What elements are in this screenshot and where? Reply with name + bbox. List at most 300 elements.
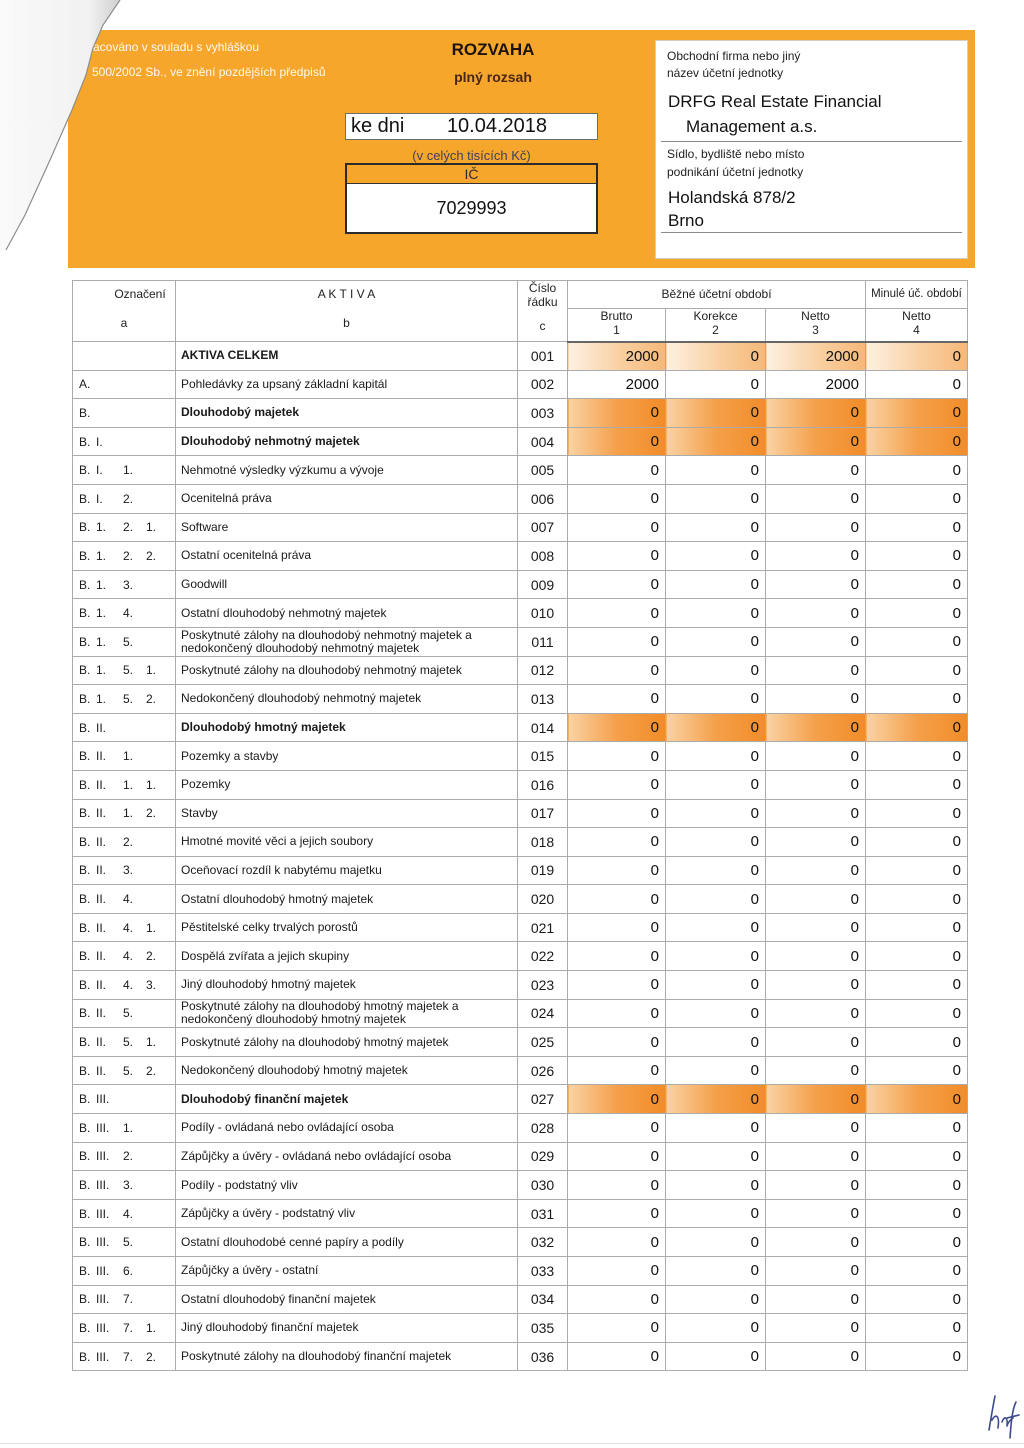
row-label: Zápůjčky a úvěry - ostatní — [176, 1257, 518, 1286]
value-netto: 0 — [766, 742, 866, 771]
row-code-part: III. — [96, 1092, 110, 1107]
value-netto: 0 — [766, 1228, 866, 1257]
row-code-part: III. — [96, 1292, 110, 1307]
value-korekce: 0 — [666, 627, 766, 656]
row-code-part: 1. — [96, 663, 107, 678]
table-row — [73, 1257, 968, 1286]
folded-corner — [0, 0, 130, 260]
value-brutto: 0 — [568, 1199, 666, 1228]
value-netto: 0 — [766, 942, 866, 971]
value-prior-netto: 0 — [866, 885, 968, 914]
table-row — [73, 427, 968, 456]
row-code-part: B. — [79, 1092, 91, 1107]
row-code-part: III. — [96, 1178, 110, 1193]
row-code — [73, 570, 176, 599]
value-korekce: 0 — [666, 1085, 766, 1114]
row-code — [73, 828, 176, 857]
row-label: Software — [176, 513, 518, 542]
row-code — [73, 370, 176, 399]
row-code-part: II. — [96, 920, 107, 935]
value-netto: 0 — [766, 1285, 866, 1314]
row-code-part: II. — [96, 977, 107, 992]
company-id-label: IČ — [347, 165, 596, 184]
address-line-1: Holandská 878/2 — [668, 188, 796, 207]
value-korekce: 0 — [666, 1257, 766, 1286]
korekce-header-label: Korekce — [693, 309, 738, 323]
row-code-part: B. — [79, 749, 91, 764]
value-netto: 0 — [766, 570, 866, 599]
value-korekce: 0 — [666, 370, 766, 399]
value-korekce: 0 — [666, 999, 766, 1028]
value-netto: 0 — [766, 1257, 866, 1286]
table-row — [73, 971, 968, 1000]
row-code — [73, 1228, 176, 1257]
row-label: Ostatní dlouhodobý hmotný majetek — [176, 885, 518, 914]
value-prior-netto: 0 — [866, 542, 968, 571]
value-prior-netto: 0 — [866, 713, 968, 742]
line-number-header-line-1: Číslo — [528, 281, 557, 295]
row-number: 024 — [518, 999, 568, 1028]
row-code-part: B. — [79, 1292, 91, 1307]
value-korekce: 0 — [666, 1342, 766, 1371]
value-brutto: 0 — [568, 513, 666, 542]
value-netto: 0 — [766, 427, 866, 456]
netto-header-label: Netto — [801, 309, 830, 323]
value-brutto: 0 — [568, 742, 666, 771]
row-code-part: 1. — [96, 606, 107, 621]
row-code — [73, 627, 176, 656]
row-code-part: 1. — [123, 1120, 134, 1135]
value-prior-netto: 0 — [866, 513, 968, 542]
line-number-header-line-2: řádku — [527, 295, 558, 309]
value-brutto: 0 — [568, 1114, 666, 1143]
row-code — [73, 1114, 176, 1143]
value-brutto: 0 — [568, 599, 666, 628]
row-code — [73, 713, 176, 742]
value-prior-netto: 0 — [866, 770, 968, 799]
divider — [661, 232, 962, 233]
row-code-part: B. — [79, 577, 91, 592]
row-code-part: III. — [96, 1235, 110, 1250]
table-row — [73, 1114, 968, 1143]
row-code-part: 3. — [146, 977, 157, 992]
row-label: Nedokončený dlouhodobý hmotný majetek — [176, 1056, 518, 1085]
row-code-part: 2. — [146, 1063, 157, 1078]
row-number: 004 — [518, 427, 568, 456]
row-code-part: 1. — [123, 463, 134, 478]
value-korekce: 0 — [666, 1314, 766, 1343]
row-code-part: II. — [96, 1035, 107, 1050]
date-label: ke dni — [351, 115, 405, 137]
row-number: 017 — [518, 799, 568, 828]
netto-column-number: 3 — [812, 323, 819, 337]
row-code-part: II. — [96, 834, 107, 849]
row-label: Dlouhodobý majetek — [176, 399, 518, 428]
row-code-part: 1. — [96, 520, 107, 535]
value-prior-netto: 0 — [866, 856, 968, 885]
value-prior-netto: 0 — [866, 570, 968, 599]
assets-header-label: A K T I V A — [317, 287, 376, 301]
row-code-part: II. — [96, 1006, 107, 1021]
row-code-part: 1. — [96, 634, 107, 649]
value-brutto: 0 — [568, 1056, 666, 1085]
row-code-part: B. — [79, 1178, 91, 1193]
row-code-part: III. — [96, 1320, 110, 1335]
row-code-part: 3. — [123, 1178, 134, 1193]
row-label: Pozemky — [176, 770, 518, 799]
row-code-part: B. — [79, 720, 91, 735]
row-number: 018 — [518, 828, 568, 857]
row-number: 010 — [518, 599, 568, 628]
row-label: Poskytnuté zálohy na dlouhodobý hmotný majetek a nedokončený dlouhodobý hmotný majetek — [176, 999, 518, 1028]
value-korekce: 0 — [666, 828, 766, 857]
balance-sheet-assets-table — [72, 280, 968, 1371]
legal-note-line-1: acováno v souladu s vyhláškou — [93, 40, 260, 54]
row-code-part: 7. — [123, 1292, 134, 1307]
prior-period-header: Minulé úč. období — [866, 281, 968, 309]
table-row — [73, 685, 968, 714]
row-code — [73, 1142, 176, 1171]
value-korekce: 0 — [666, 656, 766, 685]
row-code-part: B. — [79, 892, 91, 907]
value-korekce: 0 — [666, 971, 766, 1000]
row-code-part: 1. — [123, 777, 134, 792]
value-brutto: 2000 — [568, 342, 666, 371]
row-code-part: 6. — [123, 1263, 134, 1278]
row-label: Dospělá zvířata a jejich skupiny — [176, 942, 518, 971]
table-row — [73, 1228, 968, 1257]
value-netto: 0 — [766, 1314, 866, 1343]
row-number: 003 — [518, 399, 568, 428]
value-brutto: 0 — [568, 1285, 666, 1314]
value-netto: 0 — [766, 1199, 866, 1228]
row-code-part: B. — [79, 663, 91, 678]
firm-label-line-2: název účetní jednotky — [667, 66, 784, 80]
value-korekce: 0 — [666, 342, 766, 371]
row-code-part: I. — [96, 491, 103, 506]
value-brutto: 0 — [568, 570, 666, 599]
row-code-part: 1. — [146, 520, 157, 535]
value-netto: 0 — [766, 685, 866, 714]
value-prior-netto: 0 — [866, 742, 968, 771]
value-netto: 0 — [766, 399, 866, 428]
row-label: Nedokončený dlouhodobý nehmotný majetek — [176, 685, 518, 714]
row-code-part: B. — [79, 1263, 91, 1278]
row-number: 028 — [518, 1114, 568, 1143]
row-label: Poskytnuté zálohy na dlouhodobý finanční majetek — [176, 1342, 518, 1371]
row-code-part: 3. — [123, 577, 134, 592]
row-code-part: II. — [96, 863, 107, 878]
row-label: Dlouhodobý nehmotný majetek — [176, 427, 518, 456]
row-code-part: B. — [79, 1320, 91, 1335]
row-code — [73, 656, 176, 685]
row-code — [73, 1342, 176, 1371]
value-prior-netto: 0 — [866, 484, 968, 513]
value-netto: 0 — [766, 1114, 866, 1143]
value-netto: 0 — [766, 1056, 866, 1085]
value-korekce: 0 — [666, 1028, 766, 1057]
row-label: Pozemky a stavby — [176, 742, 518, 771]
prior-netto-header-label: Netto — [902, 309, 931, 323]
row-code — [73, 685, 176, 714]
korekce-header — [666, 309, 766, 342]
row-label: Poskytnuté zálohy na dlouhodobý hmotný majetek — [176, 1028, 518, 1057]
value-brutto: 0 — [568, 971, 666, 1000]
row-number: 036 — [518, 1342, 568, 1371]
value-korekce: 0 — [666, 484, 766, 513]
value-prior-netto: 0 — [866, 828, 968, 857]
row-code-part: B. — [79, 777, 91, 792]
table-row — [73, 1056, 968, 1085]
table-row — [73, 856, 968, 885]
row-code-part: A. — [79, 377, 91, 392]
row-number: 002 — [518, 370, 568, 399]
value-brutto: 0 — [568, 456, 666, 485]
value-brutto: 0 — [568, 1171, 666, 1200]
row-number: 029 — [518, 1142, 568, 1171]
entity-panel — [655, 40, 968, 259]
value-brutto: 0 — [568, 685, 666, 714]
row-code — [73, 942, 176, 971]
row-code-part: II. — [96, 949, 107, 964]
value-prior-netto: 0 — [866, 370, 968, 399]
row-code-part: B. — [79, 634, 91, 649]
value-prior-netto: 0 — [866, 1114, 968, 1143]
units-note: (v celých tisících Kč) — [412, 148, 531, 163]
value-prior-netto: 0 — [866, 971, 968, 1000]
value-netto: 0 — [766, 1171, 866, 1200]
row-number: 005 — [518, 456, 568, 485]
address-line-2: Brno — [668, 211, 704, 230]
row-number: 025 — [518, 1028, 568, 1057]
designation-column-letter: a — [120, 316, 128, 330]
row-code — [73, 1199, 176, 1228]
value-korekce: 0 — [666, 599, 766, 628]
value-prior-netto: 0 — [866, 627, 968, 656]
seat-label-line-2: podnikání účetní jednotky — [667, 165, 804, 179]
table-row — [73, 913, 968, 942]
row-number: 008 — [518, 542, 568, 571]
row-code-part: II. — [96, 892, 107, 907]
row-code — [73, 1056, 176, 1085]
value-korekce: 0 — [666, 1171, 766, 1200]
row-number: 032 — [518, 1228, 568, 1257]
row-code — [73, 913, 176, 942]
value-prior-netto: 0 — [866, 999, 968, 1028]
table-row — [73, 399, 968, 428]
row-label: Poskytnuté zálohy na dlouhodobý nehmotný majetek — [176, 656, 518, 685]
row-number: 026 — [518, 1056, 568, 1085]
line-number-column-letter: c — [539, 319, 546, 333]
table-row — [73, 1199, 968, 1228]
table-row — [73, 828, 968, 857]
value-brutto: 0 — [568, 856, 666, 885]
value-prior-netto: 0 — [866, 1142, 968, 1171]
seat-label-line-1: Sídlo, bydliště nebo místo — [667, 147, 805, 161]
row-label: Oceňovací rozdíl k nabytému majetku — [176, 856, 518, 885]
row-number: 019 — [518, 856, 568, 885]
row-code-part: 1. — [96, 548, 107, 563]
row-code-part: 4. — [123, 920, 134, 935]
firm-name-line-2: Management a.s. — [686, 117, 818, 136]
row-code-part: 2. — [146, 548, 157, 563]
row-label: Jiný dlouhodobý hmotný majetek — [176, 971, 518, 1000]
row-code-part: 1. — [123, 806, 134, 821]
value-brutto: 0 — [568, 1142, 666, 1171]
row-code-part: 4. — [123, 892, 134, 907]
row-code-part: I. — [96, 434, 103, 449]
row-code — [73, 456, 176, 485]
value-prior-netto: 0 — [866, 913, 968, 942]
value-korekce: 0 — [666, 885, 766, 914]
table-row — [73, 1171, 968, 1200]
row-code-part: B. — [79, 1035, 91, 1050]
value-netto: 0 — [766, 999, 866, 1028]
table-row — [73, 799, 968, 828]
value-netto: 0 — [766, 656, 866, 685]
value-netto: 0 — [766, 799, 866, 828]
value-brutto: 0 — [568, 1257, 666, 1286]
table-row — [73, 656, 968, 685]
row-code — [73, 399, 176, 428]
value-prior-netto: 0 — [866, 1199, 968, 1228]
handwritten-initials — [985, 1392, 1021, 1440]
value-brutto: 0 — [568, 942, 666, 971]
row-code — [73, 342, 176, 371]
row-number: 015 — [518, 742, 568, 771]
value-prior-netto: 0 — [866, 1171, 968, 1200]
table-row — [73, 770, 968, 799]
row-code-part: III. — [96, 1263, 110, 1278]
row-code-part: 3. — [123, 863, 134, 878]
value-korekce: 0 — [666, 799, 766, 828]
row-label: Ocenitelná práva — [176, 484, 518, 513]
value-netto: 2000 — [766, 342, 866, 371]
row-code-part: 1. — [146, 777, 157, 792]
table-row — [73, 570, 968, 599]
row-code-part: II. — [96, 720, 107, 735]
row-code-part: II. — [96, 777, 107, 792]
value-brutto: 0 — [568, 913, 666, 942]
table-row — [73, 1314, 968, 1343]
row-code — [73, 742, 176, 771]
row-code-part: 1. — [96, 577, 107, 592]
row-code-part: B. — [79, 834, 91, 849]
row-code — [73, 484, 176, 513]
value-brutto: 0 — [568, 1342, 666, 1371]
value-prior-netto: 0 — [866, 1228, 968, 1257]
row-code-part: B. — [79, 1235, 91, 1250]
value-korekce: 0 — [666, 1114, 766, 1143]
row-number: 011 — [518, 627, 568, 656]
row-label: Zápůjčky a úvěry - ovládaná nebo ovládající osoba — [176, 1142, 518, 1171]
table-row — [73, 885, 968, 914]
row-code-part: B. — [79, 1063, 91, 1078]
row-code-part: 5. — [123, 1035, 134, 1050]
value-brutto: 0 — [568, 713, 666, 742]
row-number: 016 — [518, 770, 568, 799]
value-netto: 0 — [766, 1085, 866, 1114]
korekce-column-number: 2 — [712, 323, 719, 337]
value-prior-netto: 0 — [866, 1085, 968, 1114]
value-korekce: 0 — [666, 399, 766, 428]
row-number: 014 — [518, 713, 568, 742]
row-code-part: 2. — [146, 1349, 157, 1364]
value-netto: 0 — [766, 599, 866, 628]
table-row — [73, 1142, 968, 1171]
value-brutto: 0 — [568, 542, 666, 571]
value-netto: 0 — [766, 513, 866, 542]
row-code — [73, 971, 176, 1000]
row-number: 006 — [518, 484, 568, 513]
table-row — [73, 484, 968, 513]
value-korekce: 0 — [666, 542, 766, 571]
table-row — [73, 513, 968, 542]
row-number: 033 — [518, 1257, 568, 1286]
row-label: AKTIVA CELKEM — [176, 342, 518, 371]
row-number: 035 — [518, 1314, 568, 1343]
value-netto: 0 — [766, 971, 866, 1000]
table-row — [73, 742, 968, 771]
row-label: Hmotné movité věci a jejich soubory — [176, 828, 518, 857]
value-brutto: 0 — [568, 427, 666, 456]
row-code-part: 4. — [123, 606, 134, 621]
row-label: Pěstitelské celky trvalých porostů — [176, 913, 518, 942]
value-korekce: 0 — [666, 513, 766, 542]
row-label: Podíly - ovládaná nebo ovládající osoba — [176, 1114, 518, 1143]
row-label: Nehmotné výsledky výzkumu a vývoje — [176, 456, 518, 485]
date-box — [345, 113, 598, 140]
value-netto: 0 — [766, 770, 866, 799]
assets-header — [176, 281, 518, 342]
value-korekce: 0 — [666, 1142, 766, 1171]
row-code-part: 2. — [123, 1149, 134, 1164]
firm-name-line-1: DRFG Real Estate Financial — [668, 92, 882, 111]
row-code-part: I. — [96, 463, 103, 478]
row-code-part: B. — [79, 434, 91, 449]
table-body — [73, 342, 968, 1371]
value-brutto: 0 — [568, 484, 666, 513]
row-code-part: B. — [79, 920, 91, 935]
row-code — [73, 770, 176, 799]
row-code — [73, 799, 176, 828]
row-code-part: 4. — [123, 949, 134, 964]
value-netto: 0 — [766, 856, 866, 885]
value-brutto: 0 — [568, 999, 666, 1028]
row-code — [73, 1085, 176, 1114]
document-subtitle: plný rozsah — [454, 69, 532, 85]
prior-netto-column-number: 4 — [913, 323, 920, 337]
brutto-header — [568, 309, 666, 342]
row-code-part: 5. — [123, 691, 134, 706]
designation-header — [73, 281, 176, 342]
row-code-part: B. — [79, 1149, 91, 1164]
value-netto: 0 — [766, 1142, 866, 1171]
value-prior-netto: 0 — [866, 399, 968, 428]
value-brutto: 0 — [568, 1085, 666, 1114]
row-code-part: 5. — [123, 1235, 134, 1250]
value-korekce: 0 — [666, 742, 766, 771]
row-code — [73, 513, 176, 542]
row-code-part: 1. — [146, 1035, 157, 1050]
row-label: Ostatní dlouhodobé cenné papíry a podíly — [176, 1228, 518, 1257]
row-code-part: B. — [79, 691, 91, 706]
row-code — [73, 599, 176, 628]
row-code-part: 2. — [123, 491, 134, 506]
row-code-part: III. — [96, 1120, 110, 1135]
row-code-part: B. — [79, 806, 91, 821]
row-code-part: 1. — [146, 920, 157, 935]
